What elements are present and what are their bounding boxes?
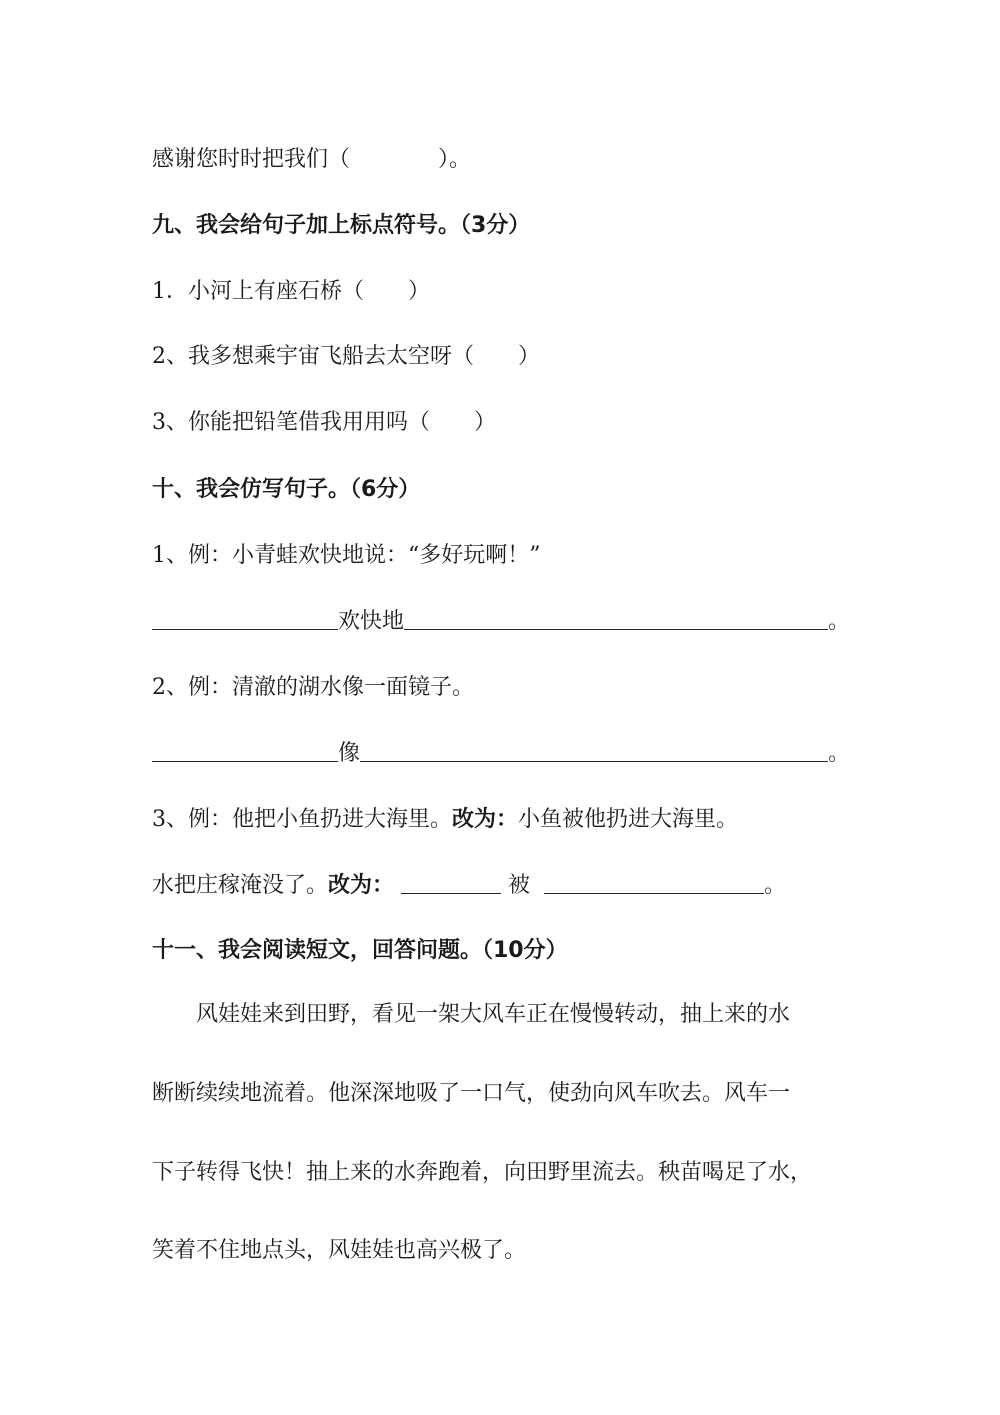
passage-line-1: 风娃娃来到田野，看见一架大风车正在慢慢转动，抽上来的水 (196, 1002, 791, 1027)
section-10-heading: 十、我会仿写句子。（6分） (152, 477, 421, 502)
fill-3-start: 水把庄稼淹没了。 (152, 873, 329, 898)
passage-line-4: 笑着不住地点头，风娃娃也高兴极了。 (152, 1238, 527, 1263)
section-11-heading: 十一、我会阅读短文，回答问题。（10分） (152, 938, 568, 963)
section-9-item-3: 3、你能把铅笔借我用用吗（ ） (152, 410, 496, 435)
top-line: 感谢您时时把我们（ ）。 (152, 147, 472, 172)
fill-3-end: 。 (764, 873, 787, 898)
blank-line[interactable] (401, 871, 501, 894)
section-10-example-3 (152, 804, 738, 835)
fill-3-middle: 被 (508, 873, 531, 898)
section-10-fill-1 (152, 607, 850, 637)
fill-3-bold: 改为： (328, 872, 395, 898)
section-10-fill-2 (152, 739, 850, 769)
section-9-item-2: 2、我多想乘宇宙飞船去太空呀（ ） (152, 344, 540, 369)
passage-line-2: 断断续续地流着。他深深地吸了一口气，使劲向风车吹去。风车一 (152, 1081, 791, 1106)
blank-line[interactable] (360, 739, 828, 762)
section-9-item-1: 1．小河上有座石桥（ ） (152, 279, 430, 304)
section-10-example-2: 2、例：清澈的湖水像一面镜子。 (152, 675, 474, 700)
blank-line[interactable] (404, 607, 828, 630)
example-3-start: 3、例：他把小鱼扔进大海里。 (152, 807, 452, 832)
passage-line-3: 下子转得飞快！抽上来的水奔跑着，向田野里流去。秧苗喝足了水， (152, 1160, 813, 1185)
blank-line[interactable] (152, 739, 338, 762)
section-9-heading: 九、我会给句子加上标点符号。（3分） (152, 213, 531, 238)
example-3-end: 小鱼被他扔进大海里。 (518, 807, 739, 832)
example-3-bold: 改为： (452, 806, 519, 832)
fill-1-middle: 欢快地 (338, 609, 405, 634)
fill-2-end: 。 (828, 741, 851, 766)
blank-line[interactable] (152, 607, 338, 630)
fill-1-end: 。 (828, 609, 851, 634)
section-10-example-1: 1、例：小青蛙欢快地说：“多好玩啊！” (152, 543, 541, 568)
section-10-fill-3 (152, 870, 786, 901)
fill-2-middle: 像 (338, 741, 361, 766)
blank-line[interactable] (544, 871, 764, 894)
